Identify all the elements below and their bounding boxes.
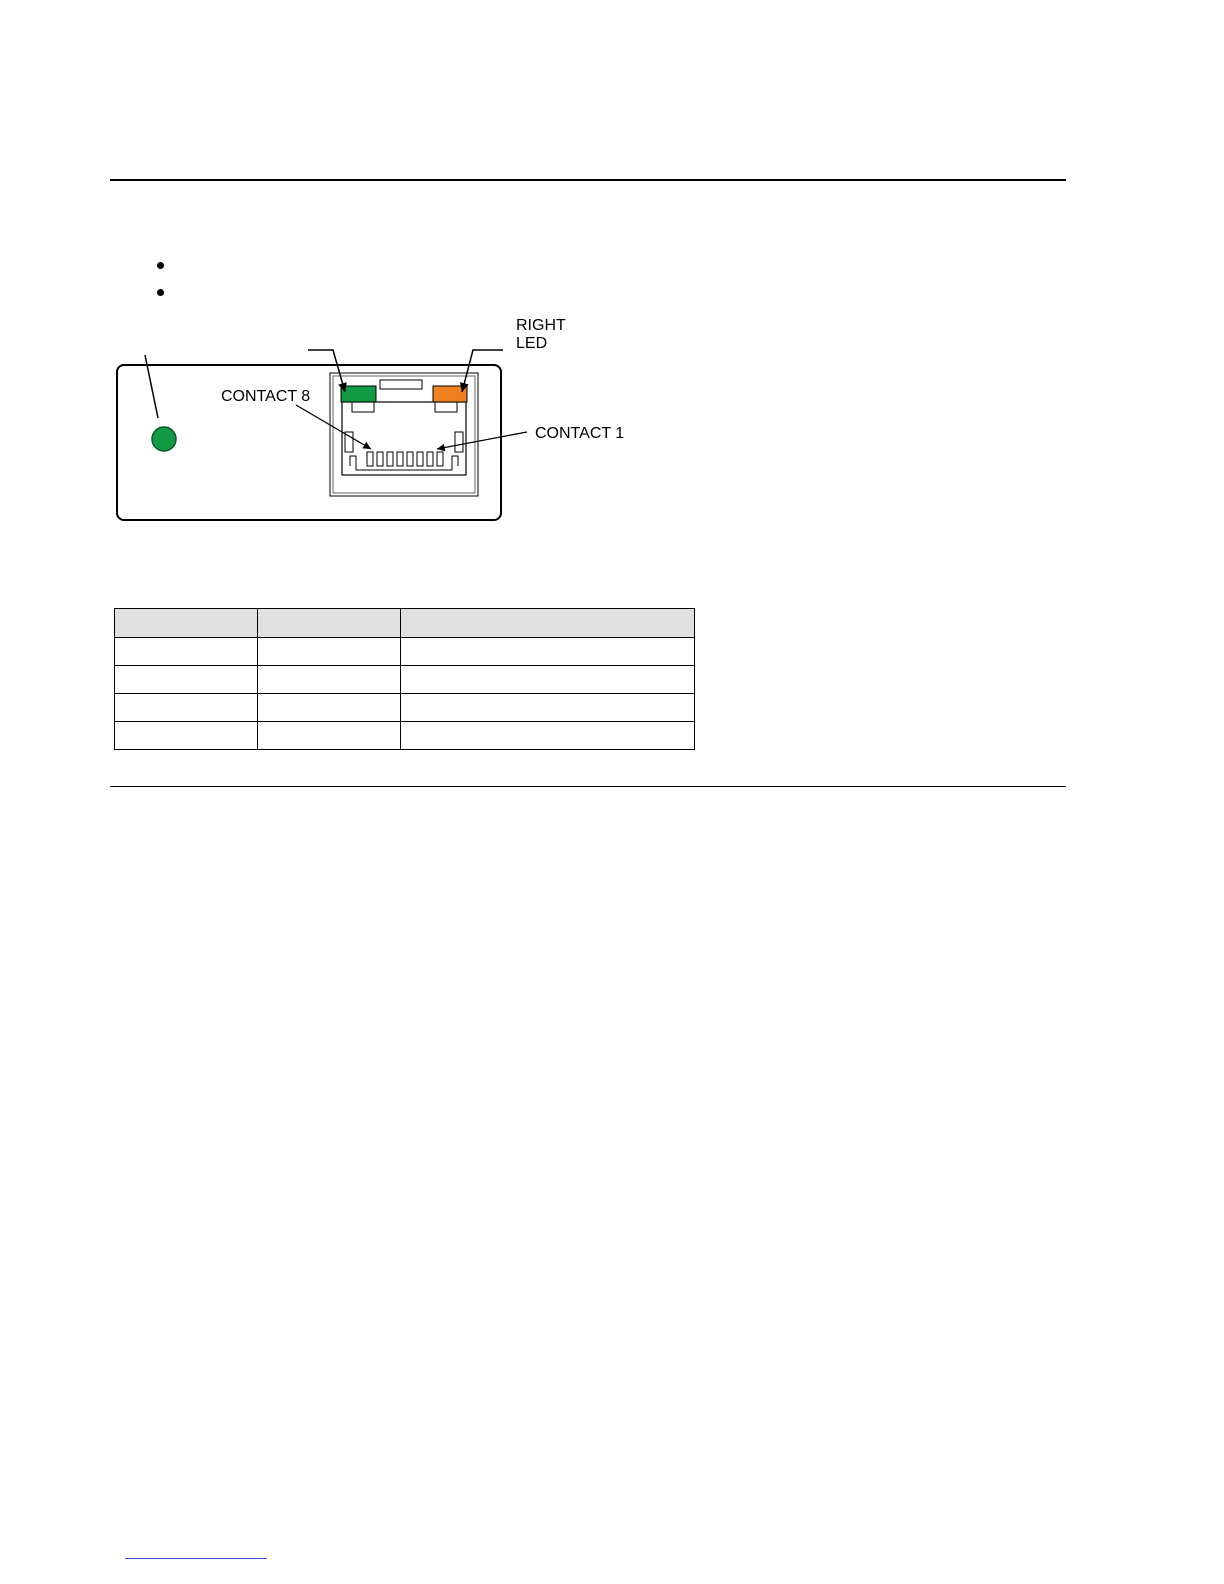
table-cell <box>115 638 258 666</box>
table-row <box>115 638 695 666</box>
table-cell <box>258 722 401 750</box>
right-led-icon <box>433 386 467 402</box>
contact-8-label: CONTACT 8 <box>221 388 311 405</box>
table-row <box>115 694 695 722</box>
table-cell <box>401 638 695 666</box>
led-status-table <box>114 608 695 750</box>
footer-link-underline[interactable] <box>125 1558 267 1559</box>
table-cell <box>258 638 401 666</box>
table-header-cell <box>258 609 401 638</box>
table-cell <box>401 666 695 694</box>
left-led-leader <box>308 350 345 392</box>
table-header-row <box>115 609 695 638</box>
port-contacts <box>367 452 443 466</box>
right-led-label <box>516 317 566 353</box>
bottom-rule <box>110 786 1066 787</box>
left-led-icon <box>341 386 376 402</box>
table-cell <box>401 722 695 750</box>
table-cell <box>401 694 695 722</box>
contact-1-label: CONTACT 1 <box>535 425 625 442</box>
table-row <box>115 722 695 750</box>
contact-1-leader <box>437 432 527 449</box>
right-led-leader <box>462 350 503 392</box>
right-led-label-line-1: RIGHT <box>516 317 566 334</box>
table-header-cell <box>115 609 258 638</box>
right-led-label-line-2: LED <box>516 335 548 352</box>
status-led-icon <box>152 427 176 451</box>
table-row <box>115 666 695 694</box>
table-header-cell <box>401 609 695 638</box>
table-cell <box>258 666 401 694</box>
ethernet-port-figure <box>0 0 1224 560</box>
table-cell <box>115 666 258 694</box>
table-cell <box>115 722 258 750</box>
table-cell <box>115 694 258 722</box>
table-cell <box>258 694 401 722</box>
